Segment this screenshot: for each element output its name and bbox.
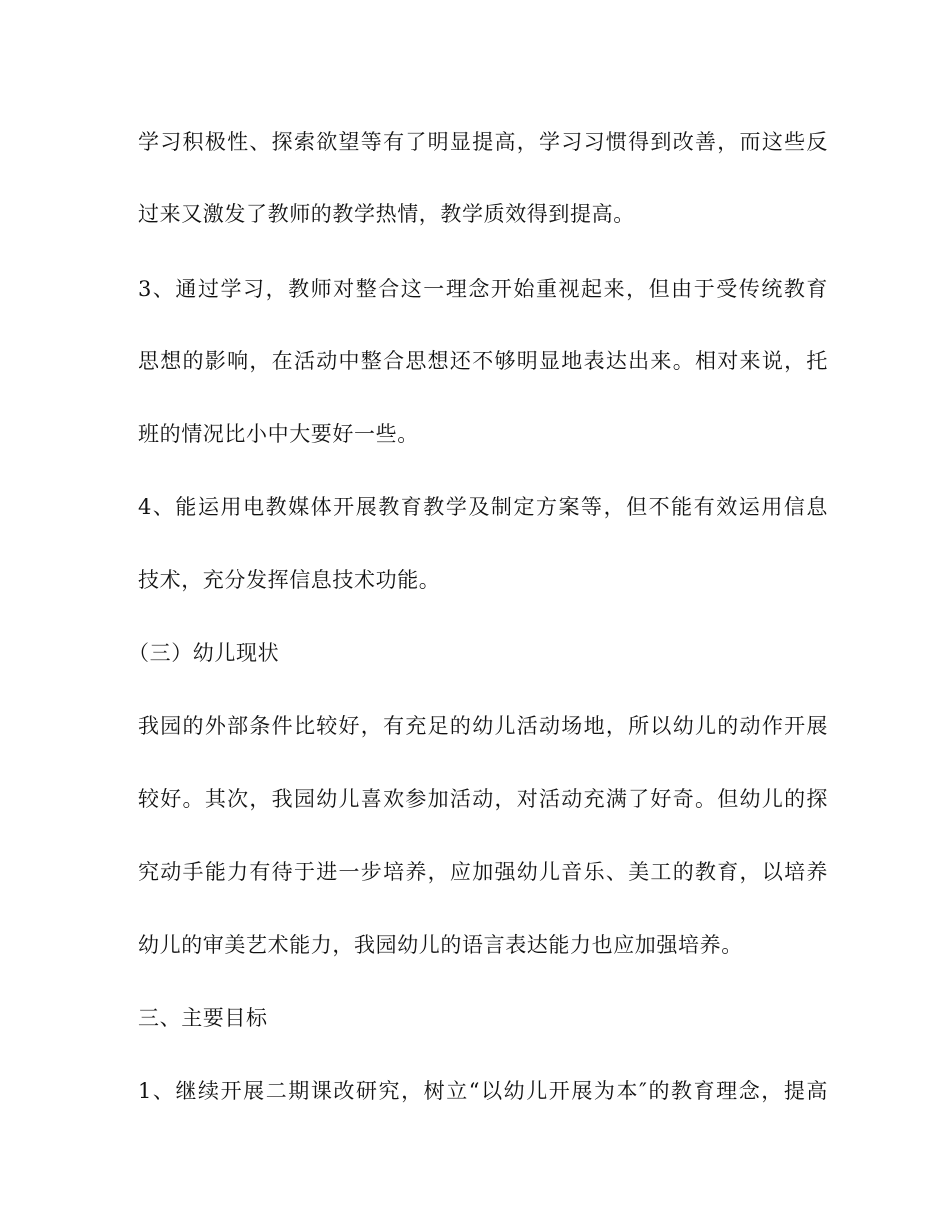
paragraph-line: 3、通过学习，教师对整合这一理念开始重视起来，但由于受传统教育 bbox=[138, 277, 828, 301]
paragraph-line: 幼儿的审美艺术能力，我园幼儿的语言表达能力也应加强培养。 bbox=[138, 933, 743, 957]
paragraph-line: 班的情况比小中大要好一些。 bbox=[138, 422, 419, 446]
paragraph-line: 思想的影响，在活动中整合思想还不够明显地表达出来。相对来说，托 bbox=[138, 349, 828, 373]
section-heading: （三）幼儿现状 bbox=[128, 641, 280, 665]
section-heading: 三、主要目标 bbox=[138, 1006, 268, 1030]
paragraph-line: 4、能运用电教媒体开展教育教学及制定方案等，但不能有效运用信息 bbox=[138, 495, 828, 519]
paragraph-line: 我园的外部条件比较好，有充足的幼儿活动场地，所以幼儿的动作开展 bbox=[138, 714, 828, 738]
paragraph-line: 学习积极性、探索欲望等有了明显提高，学习习惯得到改善，而这些反 bbox=[138, 130, 828, 154]
paragraph-line: 1、继续开展二期课改研究，树立“以幼儿开展为本″的教育理念，提高 bbox=[138, 1079, 828, 1103]
paragraph-line: 较好。其次，我园幼儿喜欢参加活动，对活动充满了好奇。但幼儿的探 bbox=[138, 787, 828, 811]
paragraph-line: 技术，充分发挥信息技术功能。 bbox=[138, 568, 441, 592]
paragraph-line: 究动手能力有待于进一步培养，应加强幼儿音乐、美工的教育，以培养 bbox=[138, 860, 828, 884]
paragraph-line: 过来又激发了教师的教学热情，教学质效得到提高。 bbox=[138, 202, 635, 226]
